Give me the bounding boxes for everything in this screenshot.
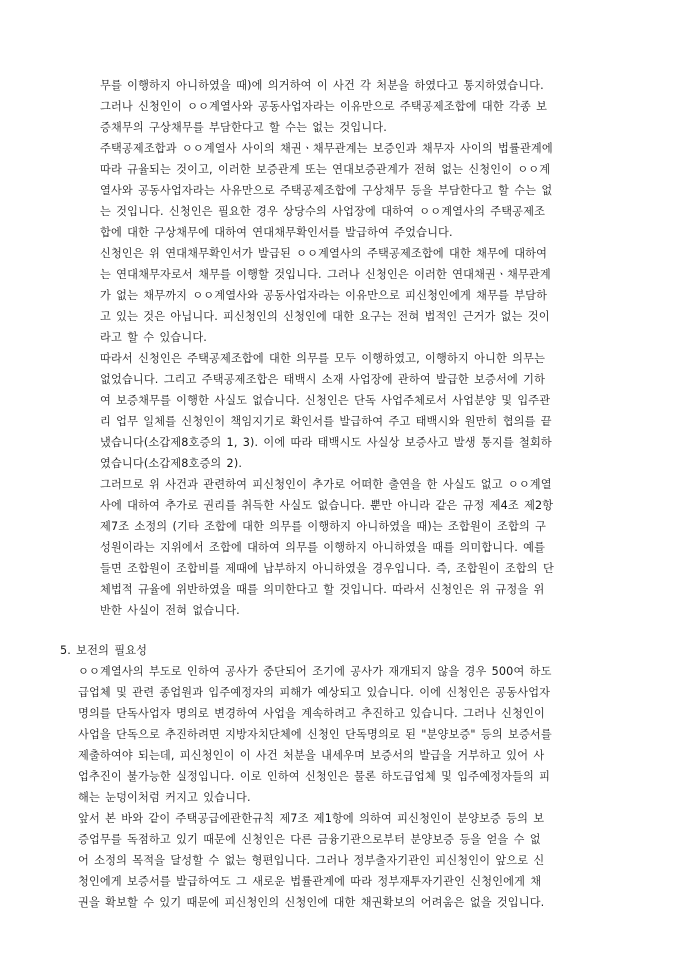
body-line: 명의를 단독사업자 명의로 변경하여 사업을 계속하려고 추진하고 있습니다. 그러나 신청인이 <box>78 707 545 720</box>
body-line: 리 업무 일체를 신청인이 책임지기로 확인서를 발급하여 주고 태백시와 원만히 협의를 끝 <box>100 415 552 428</box>
body-line: 그러나 신청인이 ㅇㅇ계열사와 공동사업자라는 이유만으로 주택공제조합에 대한 각종 보 <box>100 100 548 113</box>
body-line: 따라서 신청인은 주택공제조합에 대한 의무를 모두 이행하였고, 이행하지 아니한 의무는 <box>100 352 546 365</box>
body-line: 권을 확보할 수 있기 때문에 피신청인의 신청인에 대한 채권확보의 어려움은 없을 것입니다. <box>78 896 545 909</box>
body-line: 여 보증채무를 이행한 사실도 없습니다. 신청인은 단독 사업주체로서 사업분양 및 입주관 <box>100 394 551 407</box>
body-line: 냈습니다(소갑제8호증의 1, 3). 이에 따라 태백시도 사실상 보증사고 발생 통지를 철회하 <box>100 436 552 449</box>
body-line: 였습니다(소갑제8호증의 2). <box>100 457 243 470</box>
body-line: 증업무를 독점하고 있기 때문에 신청인은 다른 금융기관으로부터 분양보증 등을 얻을 수 없 <box>78 833 541 846</box>
body-line: 제7조 소정의 (기타 조합에 대한 의무를 이행하지 아니하였을 때)는 조합원이 조합의 구 <box>100 520 547 533</box>
body-line: 성원이라는 지위에서 조합에 대하여 의무를 이행하지 아니하였을 때를 의미합니다. 예를 <box>100 541 546 554</box>
body-line: 무를 이행하지 아니하였을 때)에 의거하여 이 사건 각 처분을 하였다고 통지하였습니다. <box>100 79 544 92</box>
body-line: 고 있는 것은 아닙니다. 피신청인의 신청인에 대한 요구는 전혀 법적인 근거가 없는 것이 <box>100 310 550 323</box>
body-line: 어 소정의 목적을 달성할 수 없는 형편입니다. 그러나 정부출자기관인 피신청인이 앞으로 신 <box>78 854 545 867</box>
body-line: 없었습니다. 그리고 주택공제조합은 태백시 소재 사업장에 관하여 발급한 보증서에 기하 <box>100 373 546 386</box>
body-line: 사업을 단독으로 추진하려면 지방자치단체에 신청인 단독명의로 된 "분양보증" 등의 보증서를 <box>78 728 552 741</box>
body-line: 신청인은 위 연대채무확인서가 발급된 ㅇㅇ계열사의 주택공제조합에 대한 채무에 대하여 <box>100 247 548 260</box>
body-line: 열사와 공동사업자라는 사유만으로 주택공제조합에 구상채무 등을 부담한다고 할 수는 없 <box>100 184 553 197</box>
body-line: 청인에게 보증서를 발급하여도 그 새로운 법률관계에 따라 정부재투자기관인 신청인에게 채 <box>78 875 542 888</box>
body-line: 해는 눈덩이처럼 커지고 있습니다. <box>78 791 251 804</box>
body-line: 앞서 본 바와 같이 주택공급에관한규칙 제7조 제1항에 의하여 피신청인이 분양보증 등의 보 <box>78 812 545 825</box>
body-line: 주택공제조합과 ㅇㅇ계열사 사이의 채권ㆍ채무관계는 보증인과 채무자 사이의 법률관계에 <box>100 142 553 155</box>
body-line: 증채무의 구상채무를 부담한다고 할 수는 없는 것입니다. <box>100 121 387 134</box>
body-line: 체법적 규율에 위반하였을 때를 의미한다고 할 것입니다. 따라서 신청인은 위 규정을 위 <box>100 583 545 596</box>
body-line: 사에 대하여 추가로 권리를 취득한 사실도 없습니다. 뿐만 아니라 같은 규정 제4조 제2항 <box>100 499 554 512</box>
body-line: 급업체 및 관련 종업원과 입주예정자의 피해가 예상되고 있습니다. 이에 신청인은 공동사업자 <box>78 686 551 699</box>
body-line: 들면 조합원이 조합비를 제때에 납부하지 아니하였을 경우입니다. 즉, 조합원이 조합의 단 <box>100 562 554 575</box>
body-line: 그러므로 위 사건과 관련하여 피신청인이 추가로 어떠한 출연을 한 사실도 없고 ㅇㅇ계열 <box>100 478 552 491</box>
body-line: 제출하여야 되는데, 피신청인이 이 사건 처분을 내세우며 보증서의 발급을 거부하고 있어 사 <box>78 749 545 762</box>
section-heading: 5. 보전의 필요성 <box>60 644 148 657</box>
body-line: 따라 규율되는 것이고, 이러한 보증관계 또는 연대보증관계가 전혀 없는 신청인이 ㅇㅇ계 <box>100 163 551 176</box>
body-line: 는 연대채무자로서 채무를 이행할 것입니다. 그러나 신청인은 이러한 연대채권ㆍ채무관계 <box>100 268 551 281</box>
body-line: 는 것입니다. 신청인은 필요한 경우 상당수의 사업장에 대하여 ㅇㅇ계열사의 주택공제조 <box>100 205 546 218</box>
body-line: 라고 할 수 있습니다. <box>100 331 207 344</box>
body-line: ㅇㅇ계열사의 부도로 인하여 공사가 중단되어 조기에 공사가 재개되지 않을 경우 500여 하도 <box>78 665 552 678</box>
body-line: 반한 사실이 전혀 없습니다. <box>100 604 240 617</box>
body-line: 업추진이 불가능한 실정입니다. 이로 인하여 신청인은 물론 하도급업체 및 입주예정자들의 피 <box>78 770 551 783</box>
body-line: 가 없는 채무까지 ㅇㅇ계열사와 공동사업자라는 이유만으로 피신청인에게 채무를 부담하 <box>100 289 548 302</box>
body-line: 합에 대한 구상채무에 대하여 연대채무확인서를 발급하여 주었습니다. <box>100 226 453 239</box>
